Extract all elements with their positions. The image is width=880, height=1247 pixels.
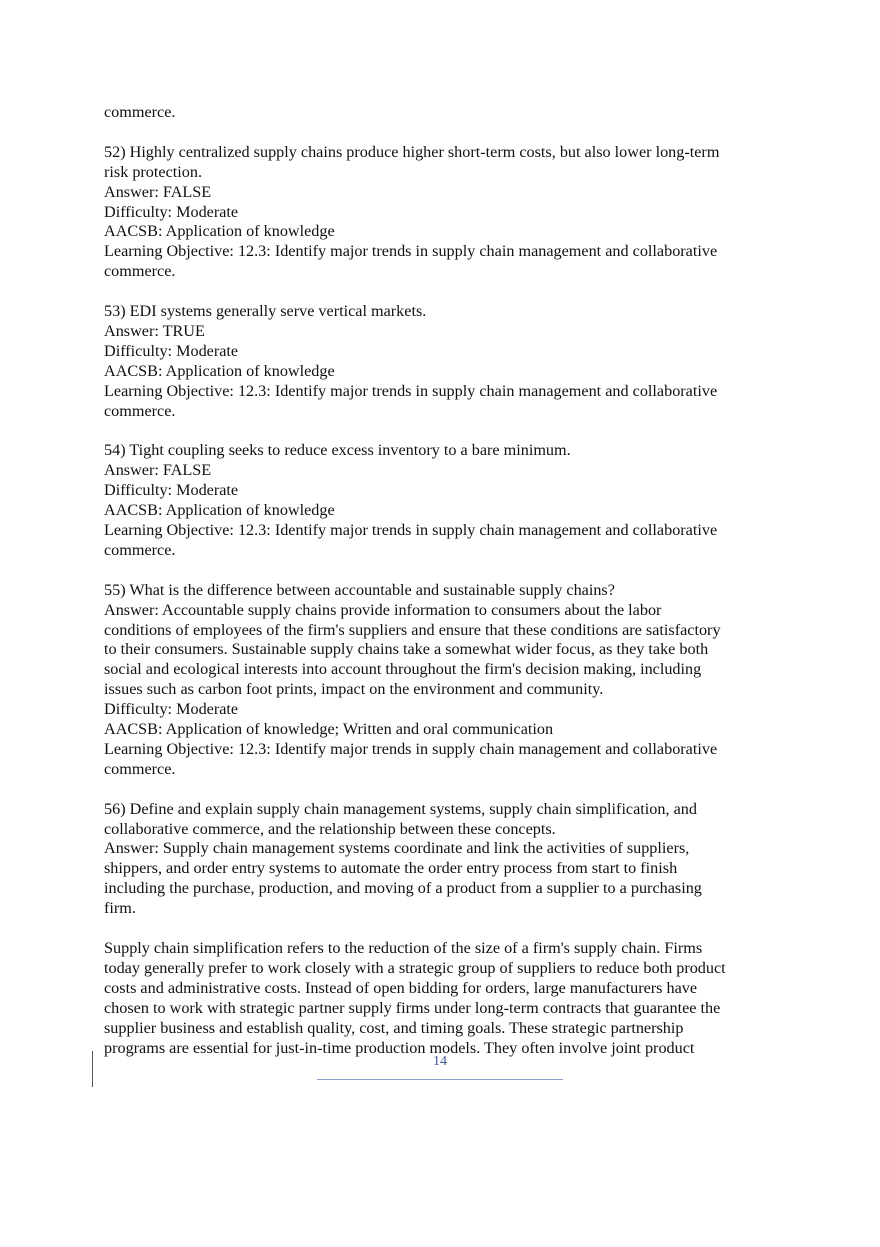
text-line: to their consumers. Sustainable supply chains take a somewhat wider focus, as they take both [104,640,709,659]
text-line: social and ecological interests into account throughout the firm's decision making, including [104,660,702,679]
text-line: commerce. [104,262,176,281]
text-line: Difficulty: Moderate [104,700,239,719]
text-line: programs are essential for just-in-time production models. They often involve joint product [104,1038,695,1057]
text-line: Learning Objective: 12.3: Identify major trends in supply chain management and collaborative [104,739,718,758]
text-line: today generally prefer to work closely with a strategic group of suppliers to reduce both product [104,958,726,977]
text-line: AACSB: Application of knowledge [104,222,335,241]
text-line: 54) Tight coupling seeks to reduce excess inventory to a bare minimum. [104,441,571,460]
text-line: commerce. [104,540,176,559]
text-line: firm. [104,899,136,918]
paragraph-gap [104,919,784,939]
text-line: AACSB: Application of knowledge; Written and oral communication [104,720,554,739]
text-line: Difficulty: Moderate [104,341,239,360]
paragraph-gap [104,282,784,302]
text-line: Difficulty: Moderate [104,202,239,221]
text-line: 52) Highly centralized supply chains produce higher short-term costs, but also lower long-term [104,142,720,161]
text-line: AACSB: Application of knowledge [104,361,335,380]
text-line: AACSB: Application of knowledge [104,501,335,520]
text-line: 53) EDI systems generally serve vertical markets. [104,302,427,321]
paragraph-gap [104,421,784,441]
text-line: Learning Objective: 12.3: Identify major trends in supply chain management and collaborative [104,520,718,539]
text-line: Learning Objective: 12.3: Identify major trends in supply chain management and collaborative [104,242,718,261]
text-line: 56) Define and explain supply chain management systems, supply chain simplification, and [104,799,697,818]
page-number: 14 [433,1054,447,1069]
text-line: conditions of employees of the firm's suppliers and ensure that these conditions are satisfactory [104,620,721,639]
text-line: costs and administrative costs. Instead of open bidding for orders, large manufacturers have [104,978,698,997]
text-line: Supply chain simplification refers to the reduction of the size of a firm's supply chain. Firms [104,938,703,957]
text-line: issues such as carbon foot prints, impact on the environment and community. [104,680,604,699]
text-line: Difficulty: Moderate [104,481,239,500]
text-line: shippers, and order entry systems to automate the order entry process from start to finish [104,859,678,878]
text-line: Learning Objective: 12.3: Identify major trends in supply chain management and collaborative [104,381,718,400]
text-line: Answer: FALSE [104,182,212,201]
text-line: commerce. [104,103,176,121]
text-line: Answer: Accountable supply chains provide information to consumers about the labor [104,600,662,619]
text-line: Answer: Supply chain management systems coordinate and link the activities of suppliers, [104,839,690,858]
text-line: Answer: TRUE [104,321,205,340]
text-line: supplier business and establish quality, cost, and timing goals. These strategic partnership [104,1018,684,1037]
paragraph-gap [104,780,784,800]
text-line: collaborative commerce, and the relationship between these concepts. [104,819,556,838]
text-line: risk protection. [104,162,203,181]
text-line: commerce. [104,401,176,420]
paragraph-gap [104,123,784,143]
text-line: 55) What is the difference between accountable and sustainable supply chains? [104,580,615,599]
text-line: Answer: FALSE [104,461,212,480]
footer-rule [317,1079,563,1080]
text-line: commerce. [104,759,176,778]
text-line: chosen to work with strategic partner supply firms under long-term contracts that guarantee the [104,998,721,1017]
text-line: including the purchase, production, and moving of a product from a supplier to a purchasing [104,879,702,898]
paragraph-gap [104,561,784,581]
document-body [104,103,784,1058]
